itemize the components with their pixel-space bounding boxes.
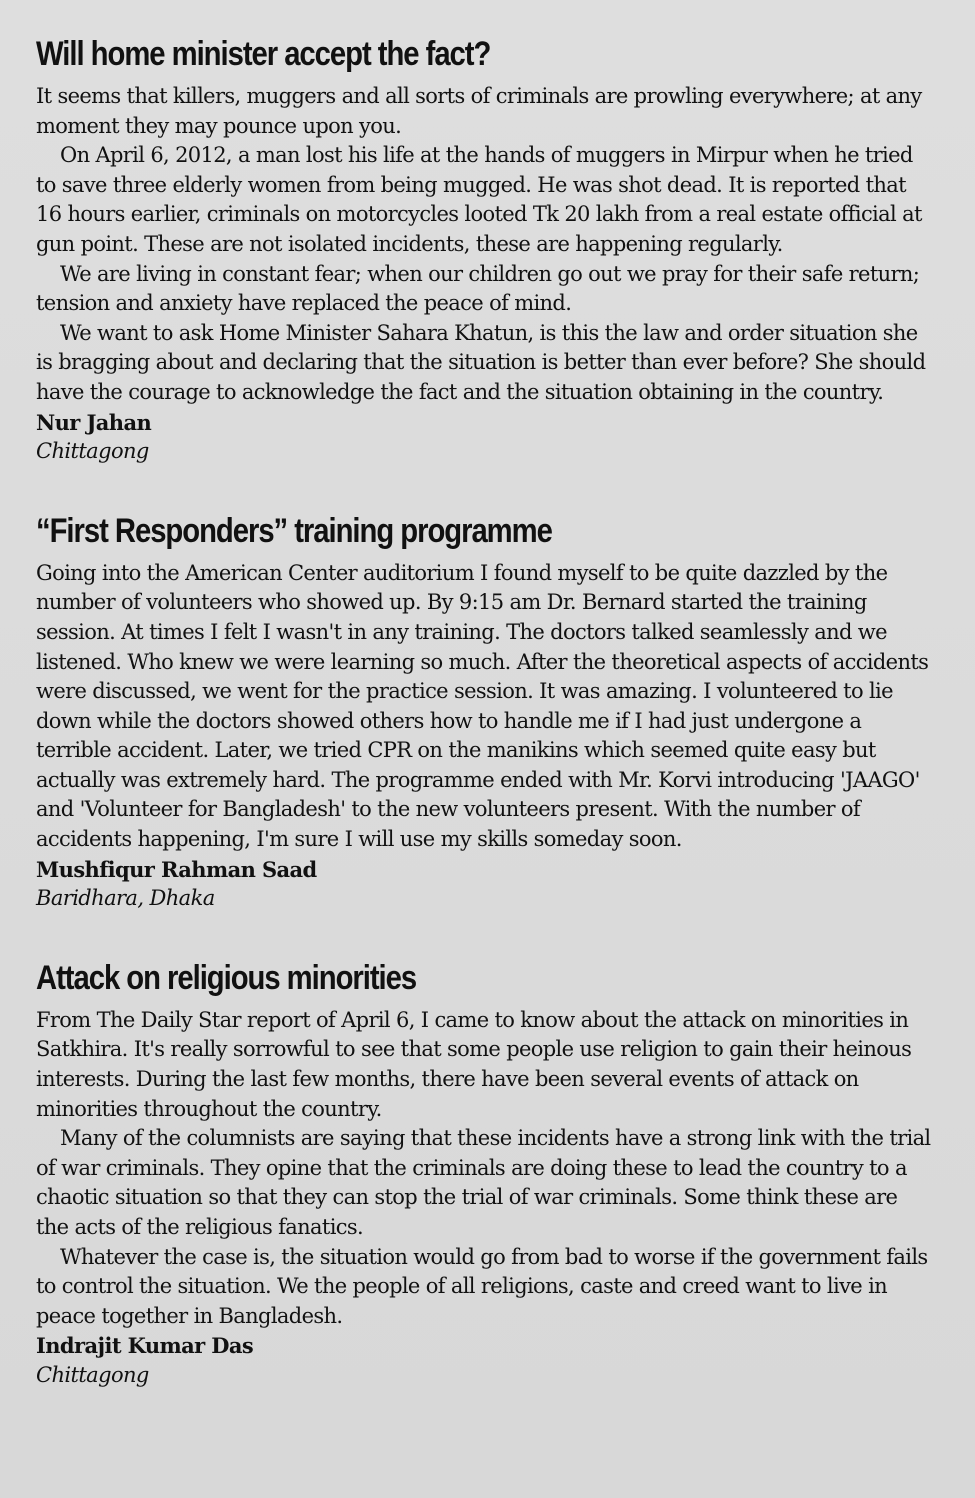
letter-headline: Attack on religious minorities xyxy=(36,958,417,997)
letter-author: Indrajit Kumar Das xyxy=(36,1333,254,1359)
letter-location: Baridhara, Dhaka xyxy=(36,886,215,911)
letter-author: Mushfiqur Rahman Saad xyxy=(36,856,317,882)
letter-location: Chittagong xyxy=(36,1362,149,1387)
letter-paragraph: From The Daily Star report of April 6, I came to know about the attack on minorities in Satkhira. It's really sorrowful to see that some people use religion to gain their heinous interests. During the last few months, there have been several events of attack on minorities throughout the country. xyxy=(36,1007,912,1121)
letter-author: Nur Jahan xyxy=(36,409,152,435)
letter-home-minister xyxy=(36,30,935,467)
letter-first-responders xyxy=(36,507,935,914)
letter-paragraph: We are living in constant fear; when our children go out we pray for their safe return; tension and anxiety have replaced the peace of mind. xyxy=(36,261,920,316)
letter-headline: “First Responders” training programme xyxy=(36,511,552,550)
letter-paragraph: On April 6, 2012, a man lost his life at the hands of muggers in Mirpur when he tried to save three elderly women from being mugged. He was shot dead. It is reported that 16 hours earlier, criminals on motorcycles looted Tk 20 lakh from a real estate official at gun point. These are not isolated incidents, these are happening regularly. xyxy=(36,143,922,256)
letter-paragraph: Going into the American Center auditorium I found myself to be quite dazzled by the number of volunteers who showed up. By 9:15 am Dr. Bernard started the training session. At times I felt I wasn't in any training. The doctors talked seamlessly and we listened. Who knew we were learning so much. After the theoretical aspects of accidents were discussed, we went for the practice session. It was amazing. I volunteered to lie down while the doctors showed others how to handle me if I had just undergone a terrible accident. Later, we tried CPR on the manikins which seemed quite easy but actually was extremely hard. The programme ended with Mr. Korvi introducing 'JAAGO' and 'Volunteer for Bangladesh' to the new volunteers present. With the number of accidents happening, I'm sure I will use my skills someday soon. xyxy=(36,560,929,852)
letter-paragraph: Whatever the case is, the situation would go from bad to worse if the government fails to control the situation. We the people of all religions, caste and creed want to live in peace together in Bangladesh. xyxy=(36,1244,928,1328)
letter-paragraph: It seems that killers, muggers and all sorts of criminals are prowling everywhere; at any moment they may pounce upon you. xyxy=(36,84,922,138)
letter-paragraph: Many of the columnists are saying that these incidents have a strong link with the trial of war criminals. They opine that the criminals are doing these to lead the country to a chaotic situation so that they can stop the trial of war criminals. Some think these are the acts of the religious fanatics. xyxy=(36,1126,931,1239)
letter-headline: Will home minister accept the fact? xyxy=(36,35,491,73)
letter-paragraph: We want to ask Home Minister Sahara Khatun, is this the law and order situation she is bragging about and declaring that the situation is better than ever before? She should have the courage to acknowledge the fact and the situation obtaining in the country. xyxy=(36,320,926,404)
letter-religious-minorities xyxy=(36,954,935,1391)
letter-location: Chittagong xyxy=(36,439,149,464)
